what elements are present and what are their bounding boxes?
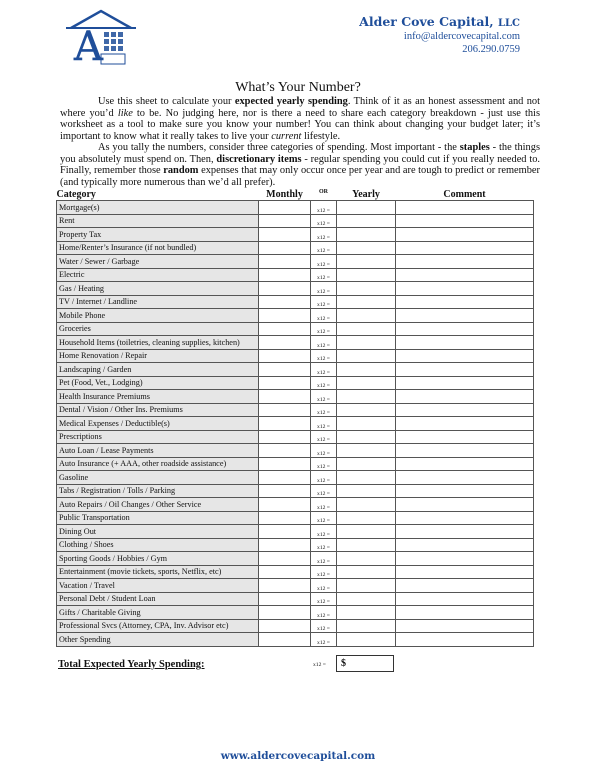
category-label: Vacation / Travel: [57, 579, 259, 593]
monthly-input[interactable]: [259, 525, 311, 539]
category-label: Landscaping / Garden: [57, 363, 259, 377]
table-row: [57, 430, 534, 444]
multiplier-label: x12 =: [311, 565, 337, 579]
multiplier-label: x12 =: [311, 552, 337, 566]
multiplier-label: x12 =: [311, 619, 337, 633]
comment-input[interactable]: [396, 214, 534, 228]
table-row: [57, 403, 534, 417]
yearly-input[interactable]: [337, 471, 396, 485]
multiplier-label: x12 =: [311, 282, 337, 296]
category-label: Home Renovation / Repair: [57, 349, 259, 363]
yearly-input[interactable]: [337, 403, 396, 417]
intro-run: lifestyle.: [301, 130, 341, 142]
comment-input[interactable]: [396, 403, 534, 417]
monthly-input[interactable]: [259, 376, 311, 390]
monthly-input[interactable]: [259, 565, 311, 579]
comment-input[interactable]: [396, 417, 534, 431]
multiplier-label: x12 =: [311, 268, 337, 282]
table-row: [57, 255, 534, 269]
yearly-input[interactable]: [337, 376, 396, 390]
intro-run: discretionary items: [216, 153, 302, 165]
multiplier-label: x12 =: [311, 228, 337, 242]
comment-input[interactable]: [396, 430, 534, 444]
category-label: Gasoline: [57, 471, 259, 485]
header-monthly: Monthly: [266, 189, 303, 200]
monthly-input[interactable]: [259, 579, 311, 593]
comment-input[interactable]: [396, 390, 534, 404]
monthly-input[interactable]: [259, 349, 311, 363]
category-label: Gifts / Charitable Giving: [57, 606, 259, 620]
total-label: Total Expected Yearly Spending:: [58, 659, 205, 670]
comment-input[interactable]: [396, 363, 534, 377]
comment-input[interactable]: [396, 633, 534, 647]
yearly-input[interactable]: [337, 349, 396, 363]
yearly-input[interactable]: [337, 214, 396, 228]
category-label: Home/Renter’s Insurance (if not bundled): [57, 241, 259, 255]
yearly-input[interactable]: [337, 363, 396, 377]
multiplier-label: x12 =: [311, 498, 337, 512]
comment-input[interactable]: [396, 228, 534, 242]
yearly-input[interactable]: [337, 552, 396, 566]
category-label: Tabs / Registration / Tolls / Parking: [57, 484, 259, 498]
yearly-input[interactable]: [337, 255, 396, 269]
table-row: [57, 606, 534, 620]
comment-input[interactable]: [396, 457, 534, 471]
table-row: [57, 349, 534, 363]
table-row: [57, 444, 534, 458]
comment-input[interactable]: [396, 565, 534, 579]
comment-input[interactable]: [396, 349, 534, 363]
header-comment: Comment: [443, 189, 486, 200]
monthly-input[interactable]: [259, 390, 311, 404]
category-label: Gas / Heating: [57, 282, 259, 296]
table-row: [57, 295, 534, 309]
category-label: Entertainment (movie tickets, sports, Netflix, etc): [57, 565, 259, 579]
multiplier-label: x12 =: [311, 444, 337, 458]
category-label: Household Items (toiletries, cleaning supplies, kitchen): [57, 336, 259, 350]
intro-paragraph-2: [60, 142, 540, 188]
intro-run: current: [271, 130, 302, 142]
yearly-input[interactable]: [337, 282, 396, 296]
multiplier-label: x12 =: [311, 525, 337, 539]
monthly-input[interactable]: [259, 592, 311, 606]
yearly-input[interactable]: [337, 268, 396, 282]
yearly-input[interactable]: [337, 201, 396, 215]
logo-letter: A: [74, 24, 103, 68]
yearly-input[interactable]: [337, 579, 396, 593]
company-email[interactable]: info@aldercovecapital.com: [403, 31, 520, 42]
multiplier-label: x12 =: [311, 592, 337, 606]
table-row: [57, 484, 534, 498]
monthly-input[interactable]: [259, 322, 311, 336]
yearly-input[interactable]: [337, 525, 396, 539]
monthly-input[interactable]: [259, 363, 311, 377]
monthly-input[interactable]: [259, 268, 311, 282]
yearly-input[interactable]: [337, 633, 396, 647]
comment-input[interactable]: [396, 538, 534, 552]
intro-run: staples: [459, 142, 490, 153]
monthly-input[interactable]: [259, 430, 311, 444]
table-row: [57, 525, 534, 539]
category-label: TV / Internet / Landline: [57, 295, 259, 309]
table-row: [57, 619, 534, 633]
multiplier-label: x12 =: [311, 417, 337, 431]
yearly-input[interactable]: [337, 606, 396, 620]
multiplier-label: x12 =: [311, 376, 337, 390]
monthly-input[interactable]: [259, 511, 311, 525]
multiplier-label: x12 =: [311, 201, 337, 215]
category-label: Medical Expenses / Deductible(s): [57, 417, 259, 431]
category-label: Auto Repairs / Oil Changes / Other Service: [57, 498, 259, 512]
monthly-input[interactable]: [259, 471, 311, 485]
multiplier-label: x12 =: [311, 363, 337, 377]
monthly-input[interactable]: [259, 498, 311, 512]
comment-input[interactable]: [396, 525, 534, 539]
multiplier-label: x12 =: [311, 511, 337, 525]
comment-input[interactable]: [396, 511, 534, 525]
intro-run: to be. No judging here, nor is there a need to share each category breakdown - just use this worksheet as a tool to make sure you know your number! You can think about changing your budget later; it’s important to know what it really takes to live your: [60, 107, 540, 142]
multiplier-label: x12 =: [311, 606, 337, 620]
multiplier-label: x12 =: [311, 633, 337, 647]
category-label: Mobile Phone: [57, 309, 259, 323]
category-label: Mortgage(s): [57, 201, 259, 215]
monthly-input[interactable]: [259, 201, 311, 215]
comment-input[interactable]: [396, 552, 534, 566]
header-or: OR: [319, 189, 328, 195]
category-label: Clothing / Shoes: [57, 538, 259, 552]
comment-input[interactable]: [396, 484, 534, 498]
yearly-input[interactable]: [337, 619, 396, 633]
comment-input[interactable]: [396, 322, 534, 336]
table-row: [57, 201, 534, 215]
yearly-input[interactable]: [337, 484, 396, 498]
comment-input[interactable]: [396, 444, 534, 458]
intro-text: [60, 96, 540, 188]
category-label: Health Insurance Premiums: [57, 390, 259, 404]
category-label: Dining Out: [57, 525, 259, 539]
comment-input[interactable]: [396, 498, 534, 512]
category-label: Property Tax: [57, 228, 259, 242]
comment-input[interactable]: [396, 592, 534, 606]
monthly-input[interactable]: [259, 538, 311, 552]
multiplier-label: x12 =: [311, 349, 337, 363]
monthly-input[interactable]: [259, 606, 311, 620]
total-yearly-field[interactable]: $: [336, 655, 394, 672]
monthly-input[interactable]: [259, 228, 311, 242]
monthly-input[interactable]: [259, 309, 311, 323]
table-row: [57, 268, 534, 282]
category-label: Other Spending: [57, 633, 259, 647]
table-row: [57, 498, 534, 512]
intro-run: - regular spending you could cut if you really needed to. Finally, remember those: [60, 153, 541, 176]
company-logo: [66, 6, 136, 68]
multiplier-label: x12 =: [311, 471, 337, 485]
intro-paragraph-1: [60, 96, 540, 142]
table-row: [57, 363, 534, 377]
intro-run: expenses that may only occur once per year and are tough to predict or remember (and typically more numerous than we’d all prefer).: [60, 165, 540, 188]
intro-run: expected yearly spending: [234, 96, 348, 107]
monthly-input[interactable]: [259, 552, 311, 566]
intro-run: like: [117, 107, 133, 119]
header-yearly: Yearly: [352, 189, 380, 200]
category-label: Professional Svcs (Attorney, CPA, Inv. Advisor etc): [57, 619, 259, 633]
category-label: Electric: [57, 268, 259, 282]
spending-table: [56, 189, 534, 647]
table-row: [57, 214, 534, 228]
monthly-input[interactable]: [259, 255, 311, 269]
category-label: Rent: [57, 214, 259, 228]
yearly-input[interactable]: [337, 430, 396, 444]
yearly-input[interactable]: [337, 444, 396, 458]
yearly-input[interactable]: [337, 538, 396, 552]
multiplier-label: x12 =: [311, 322, 337, 336]
yearly-input[interactable]: [337, 336, 396, 350]
monthly-input[interactable]: [259, 282, 311, 296]
comment-input[interactable]: [396, 268, 534, 282]
multiplier-label: x12 =: [311, 538, 337, 552]
company-name: Alder Cove Capital, LLC: [359, 14, 520, 29]
comment-input[interactable]: [396, 241, 534, 255]
comment-input[interactable]: [396, 376, 534, 390]
yearly-input[interactable]: [337, 322, 396, 336]
comment-input[interactable]: [396, 619, 534, 633]
category-label: Personal Debt / Student Loan: [57, 592, 259, 606]
table-row: [57, 511, 534, 525]
yearly-input[interactable]: [337, 241, 396, 255]
table-row: [57, 336, 534, 350]
table-row: [57, 309, 534, 323]
monthly-input[interactable]: [259, 241, 311, 255]
monthly-input[interactable]: [259, 417, 311, 431]
comment-input[interactable]: [396, 201, 534, 215]
intro-run: . Think of it as an honest assessment and not where you’d: [60, 96, 541, 119]
yearly-input[interactable]: [337, 498, 396, 512]
category-label: Public Transportation: [57, 511, 259, 525]
multiplier-label: x12 =: [311, 255, 337, 269]
comment-input[interactable]: [396, 606, 534, 620]
table-header-row: [57, 189, 534, 201]
multiplier-label: x12 =: [311, 484, 337, 498]
website-link[interactable]: www.aldercovecapital.com: [220, 750, 376, 762]
page-title: What’s Your Number?: [235, 80, 361, 95]
yearly-input[interactable]: [337, 228, 396, 242]
category-label: Dental / Vision / Other Ins. Premiums: [57, 403, 259, 417]
yearly-input[interactable]: [337, 309, 396, 323]
multiplier-label: x12 =: [311, 214, 337, 228]
monthly-input[interactable]: [259, 633, 311, 647]
category-label: Auto Insurance (+ AAA, other roadside assistance): [57, 457, 259, 471]
monthly-input[interactable]: [259, 619, 311, 633]
table-row: [57, 633, 534, 647]
category-label: Groceries: [57, 322, 259, 336]
intro-run: random: [163, 165, 199, 176]
comment-input[interactable]: [396, 255, 534, 269]
table-row: [57, 592, 534, 606]
table-row: [57, 390, 534, 404]
category-label: Prescriptions: [57, 430, 259, 444]
category-label: Auto Loan / Lease Payments: [57, 444, 259, 458]
company-info: [359, 14, 520, 55]
monthly-input[interactable]: [259, 214, 311, 228]
table-row: [57, 565, 534, 579]
monthly-input[interactable]: [259, 457, 311, 471]
table-row: [57, 552, 534, 566]
table-row: [57, 228, 534, 242]
multiplier-label: x12 =: [311, 430, 337, 444]
comment-input[interactable]: [396, 309, 534, 323]
header-category: Category: [56, 189, 96, 200]
monthly-input[interactable]: [259, 444, 311, 458]
multiplier-label: x12 =: [311, 309, 337, 323]
intro-run: - the things you absolutely must spend on. Then,: [60, 142, 540, 165]
category-label: Water / Sewer / Garbage: [57, 255, 259, 269]
table-row: [57, 471, 534, 485]
multiplier-label: x12 =: [311, 241, 337, 255]
intro-run: Use this sheet to calculate your: [98, 96, 235, 107]
monthly-input[interactable]: [259, 484, 311, 498]
yearly-input[interactable]: [337, 457, 396, 471]
table-row: [57, 417, 534, 431]
multiplier-label: x12 =: [311, 579, 337, 593]
comment-input[interactable]: [396, 579, 534, 593]
yearly-input[interactable]: [337, 511, 396, 525]
table-row: [57, 241, 534, 255]
table-row: [57, 322, 534, 336]
intro-run: As you tally the numbers, consider three categories of spending. Most important - the: [98, 142, 460, 153]
category-label: Pet (Food, Vet., Lodging): [57, 376, 259, 390]
yearly-input[interactable]: [337, 295, 396, 309]
table-row: [57, 376, 534, 390]
multiplier-label: x12 =: [311, 457, 337, 471]
multiplier-label: x12 =: [311, 336, 337, 350]
multiplier-label: x12 =: [311, 403, 337, 417]
comment-input[interactable]: [396, 336, 534, 350]
company-phone: 206.290.0759: [462, 44, 520, 55]
comment-input[interactable]: [396, 282, 534, 296]
monthly-input[interactable]: [259, 403, 311, 417]
table-row: [57, 538, 534, 552]
monthly-input[interactable]: [259, 295, 311, 309]
table-row: [57, 282, 534, 296]
yearly-input[interactable]: [337, 592, 396, 606]
table-row: [57, 579, 534, 593]
comment-input[interactable]: [396, 471, 534, 485]
yearly-input[interactable]: [337, 565, 396, 579]
table-row: [57, 457, 534, 471]
category-label: Sporting Goods / Hobbies / Gym: [57, 552, 259, 566]
total-multiplier: x12 =: [313, 662, 326, 668]
yearly-input[interactable]: [337, 417, 396, 431]
multiplier-label: x12 =: [311, 295, 337, 309]
monthly-input[interactable]: [259, 336, 311, 350]
multiplier-label: x12 =: [311, 390, 337, 404]
comment-input[interactable]: [396, 295, 534, 309]
yearly-input[interactable]: [337, 390, 396, 404]
